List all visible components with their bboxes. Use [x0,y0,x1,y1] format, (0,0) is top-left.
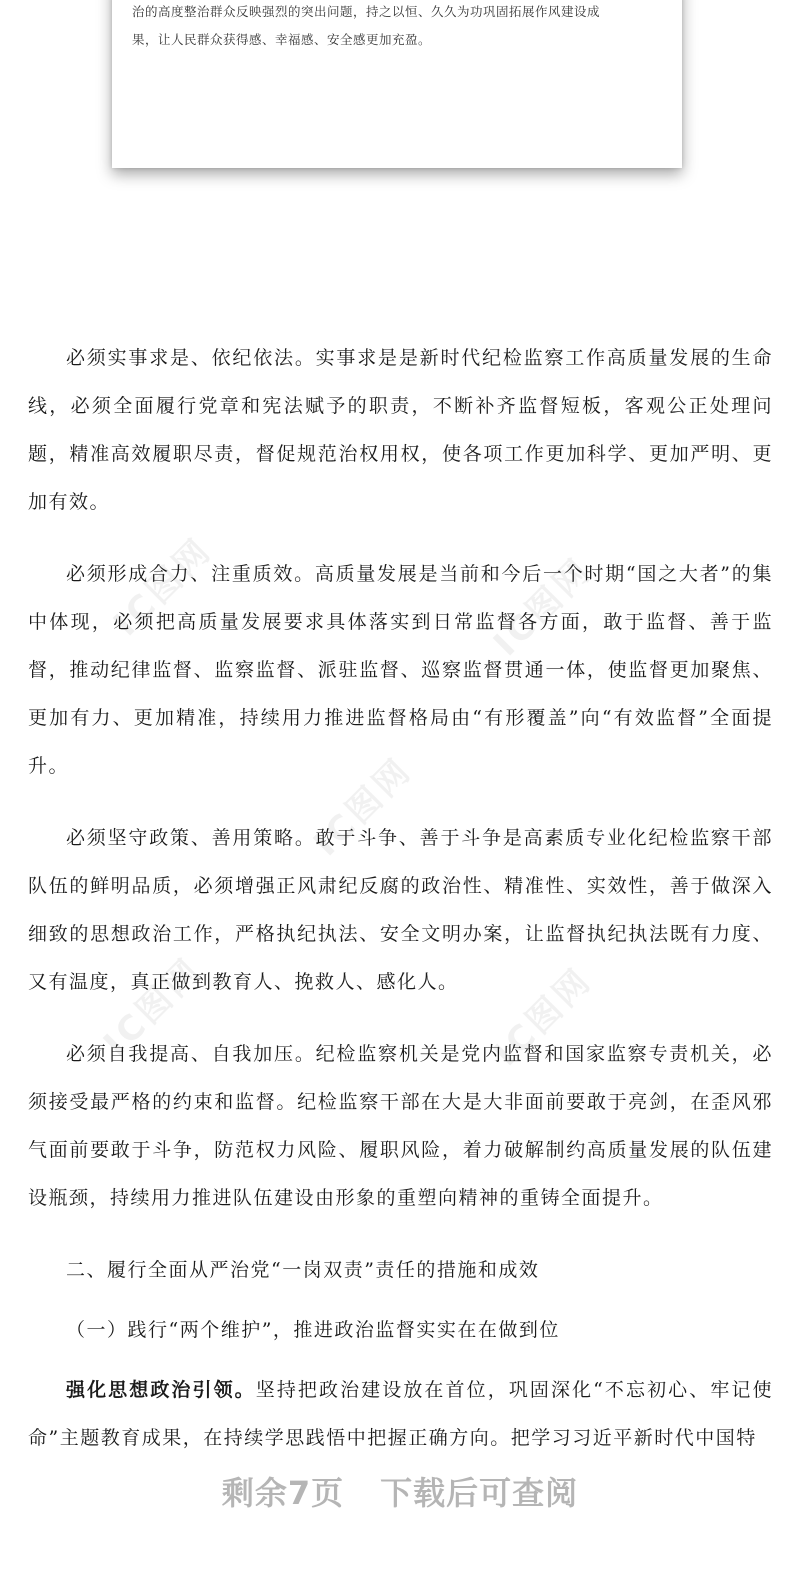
paragraph-text: 坚持把政治建设放在首位，巩固深化“不忘初心、牢记使命”主题教育成果，在持续学思践悟中把握正确方向。把学习习近平新时代中国特 [28,1379,773,1449]
watermark: IC图网 [486,959,601,1075]
sub-heading: （一）践行“两个维护”，推进政治监督实实在在做到位 [66,1319,560,1341]
remaining-pages-text: 剩余7页 [221,1474,345,1512]
download-to-view-text: 下载后可查阅 [380,1474,579,1512]
watermark: IC图网 [486,549,601,665]
watermark: IC图网 [96,949,211,1065]
paragraph-seek-truth: 必须实事求是、依纪依法。实事求是是新时代纪检监察工作高质量发展的生命线，必须全面履行党章和宪法赋予的职责，不断补齐监督短板，客观公正处理问题，精准高效履职尽责，督促规范治权用权，使各项工作更加科学、更加严明、更加有效。 [28,347,773,513]
paragraph-political-guidance [28,1366,773,1462]
document-body [28,334,773,1486]
paragraph-lead: 强化思想政治引领。 [66,1379,256,1401]
section-heading: 二、履行全面从严治党“一岗双责”责任的措施和成效 [66,1259,540,1281]
watermark: IC图网 [106,529,221,645]
download-prompt[interactable] [0,1468,800,1514]
paragraph-policy: 必须坚守政策、善用策略。敢于斗争、善于斗争是高素质专业化纪检监察干部队伍的鲜明品质，必须增强正风肃纪反腐的政治性、精准性、实效性，善于做深入细致的思想政治工作，严格执纪执法、安全文明办案，让监督执纪执法既有力度、又有温度，真正做到教育人、挽救人、感化人。 [28,827,773,993]
preview-line: 治的高度整治群众反映强烈的突出问题，持之以恒、久久为功巩固拓展作风建设成 [132,4,601,19]
document-preview-card [112,0,682,168]
watermark: IC图网 [306,749,421,865]
preview-text [132,0,662,54]
paragraph-synergy: 必须形成合力、注重质效。高质量发展是当前和今后一个时期“国之大者”的集中体现，必须把高质量发展要求具体落实到日常监督各方面，敢于监督、善于监督，推动纪律监督、监察监督、派驻监督、巡察监督贯通一体，使监督更加聚焦、更加有力、更加精准，持续用力推进监督格局由“有形覆盖”向“有效监督”全面提升。 [28,563,773,777]
paragraph-self-improvement: 必须自我提高、自我加压。纪检监察机关是党内监督和国家监察专责机关，必须接受最严格的约束和监督。纪检监察干部在大是大非面前要敢于亮剑，在歪风邪气面前要敢于斗争，防范权力风险、履职风险，着力破解制约高质量发展的队伍建设瓶颈，持续用力推进队伍建设由形象的重塑向精神的重铸全面提升。 [28,1043,773,1209]
preview-line: 果，让人民群众获得感、幸福感、安全感更加充盈。 [132,32,432,47]
